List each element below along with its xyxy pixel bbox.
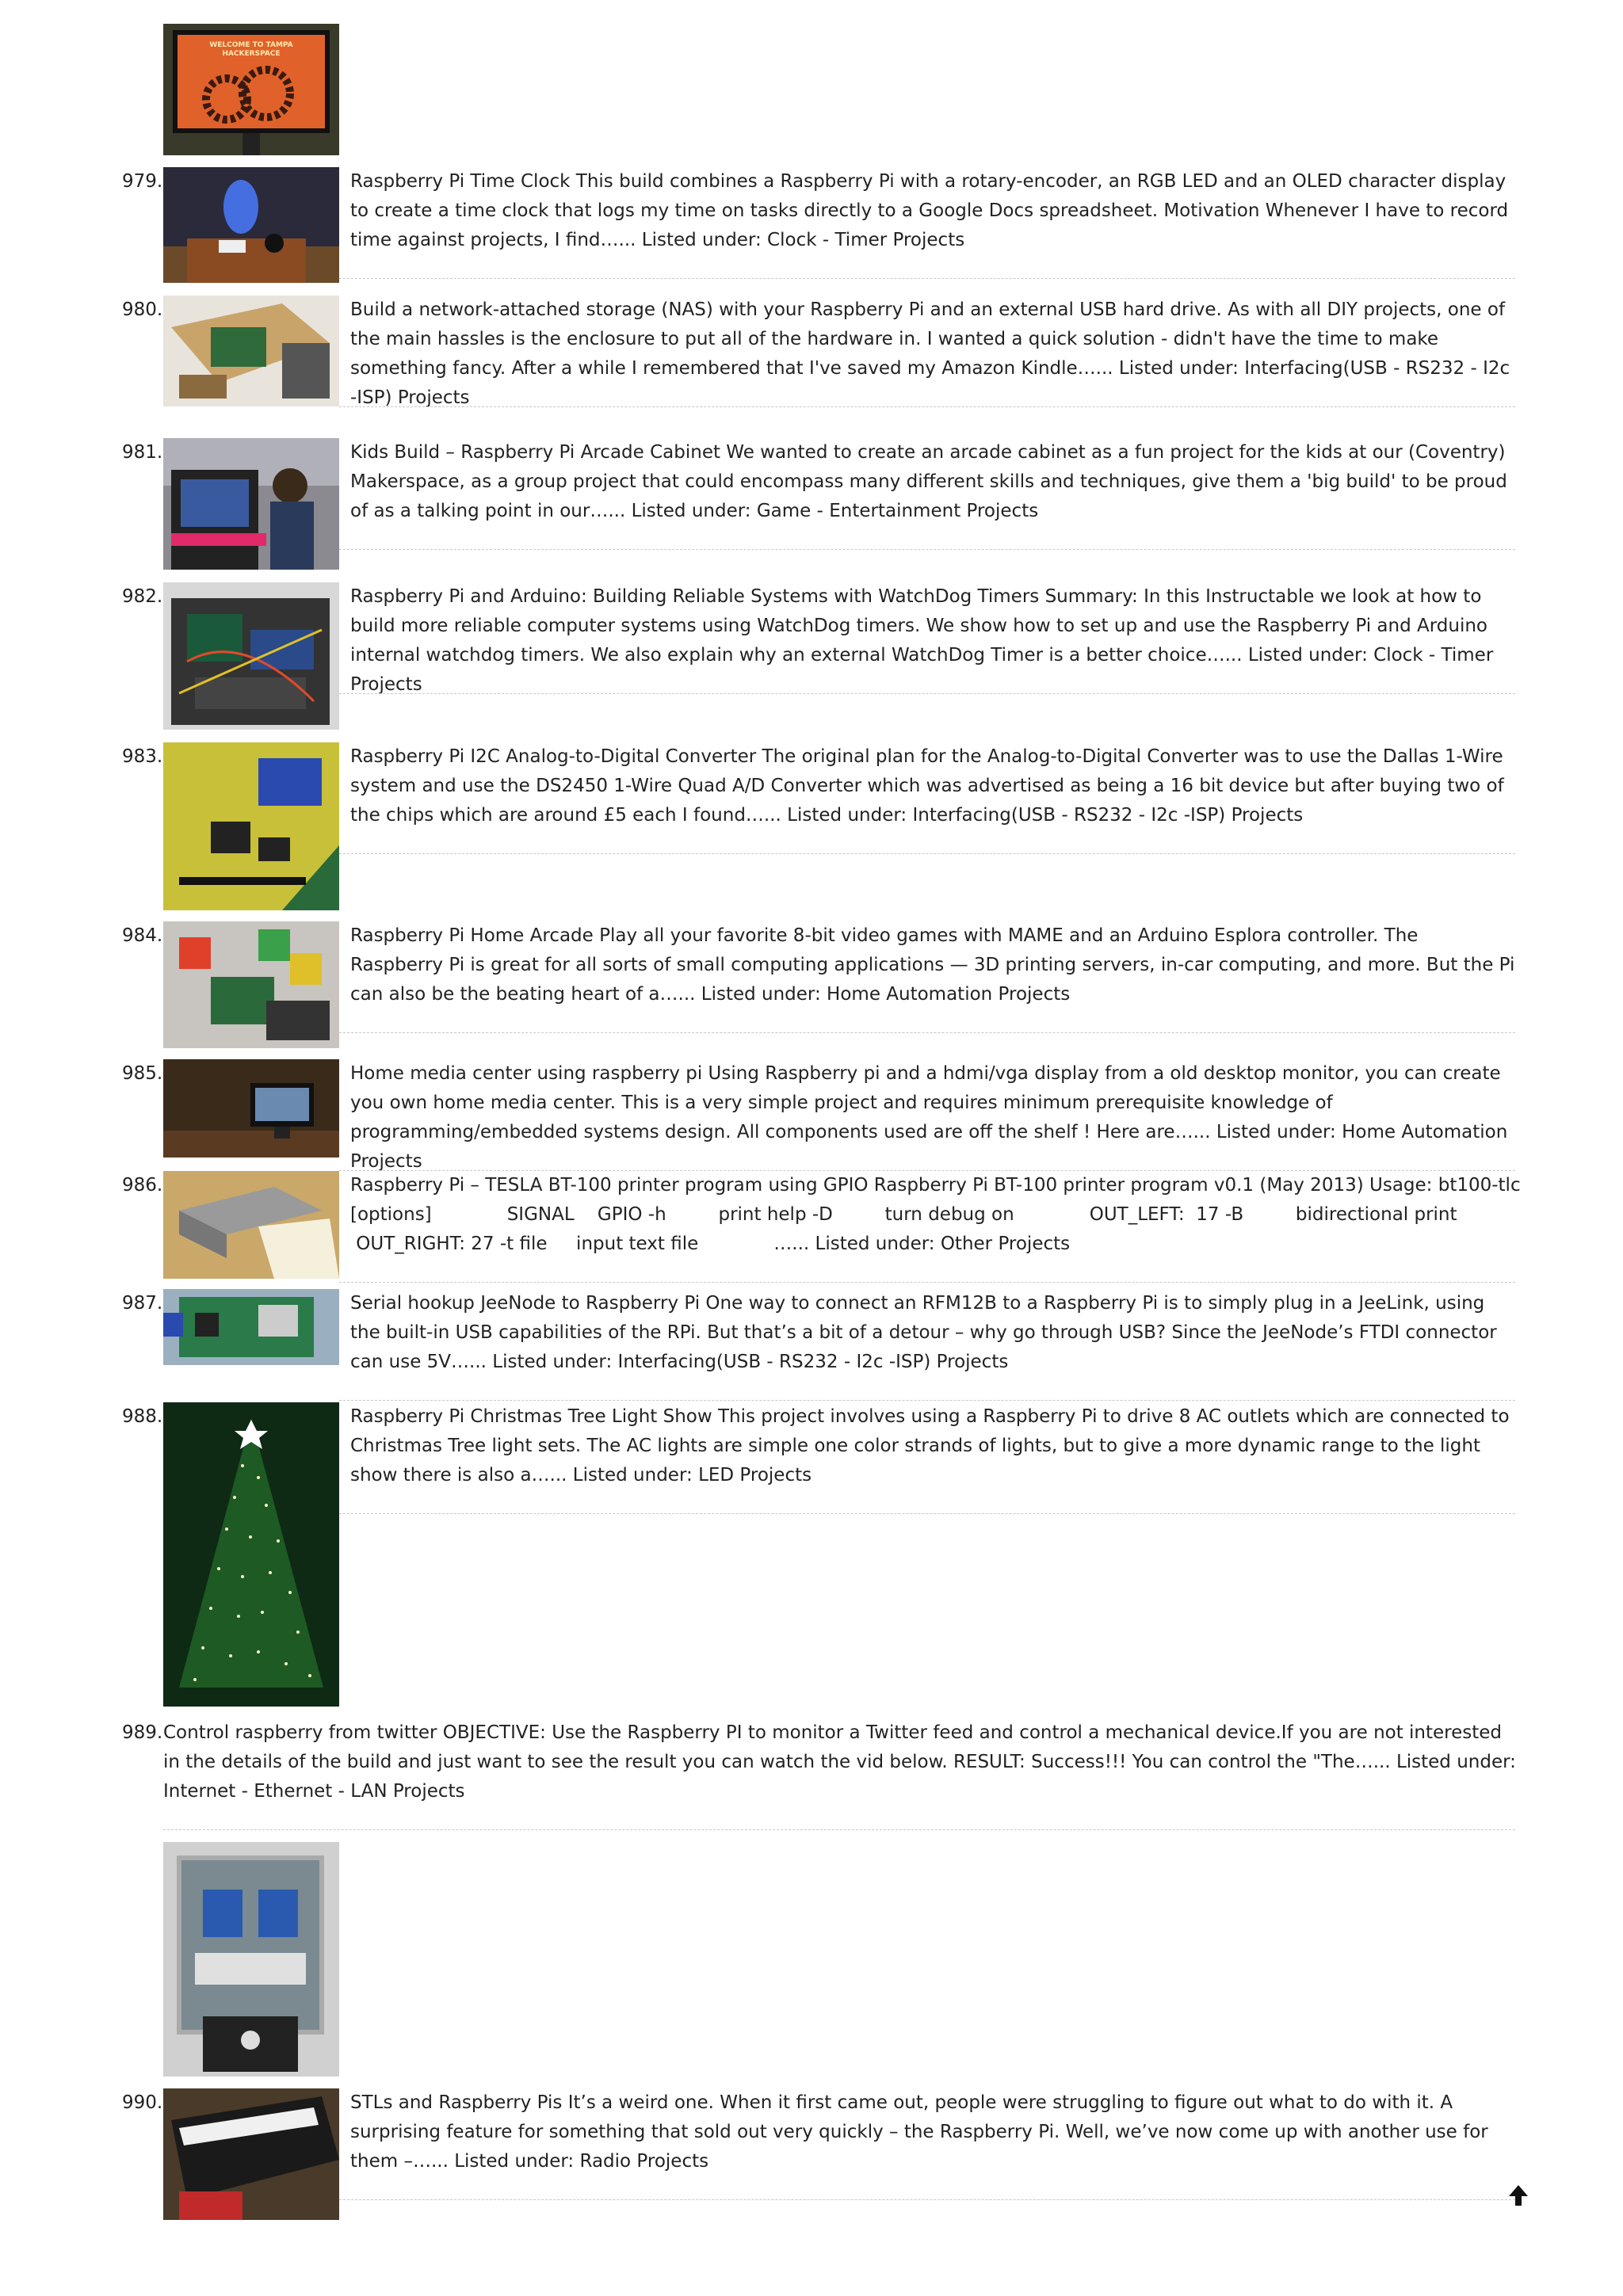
separator	[339, 1032, 1515, 1033]
item-number: 979.	[122, 171, 163, 192]
arcade-cabinet-image	[163, 438, 339, 570]
item-description: Serial hookup JeeNode to Raspberry Pi One way to connect an RFM12B to a Raspberry Pi is to simply plug in a JeeLink, using the built-in USB capabilities of the RPi. But that’s a bit of a detour – why go through USB? Since the JeeNode’s FTDI connector can use 5V…... Listed under: Interfacing(USB - RS232 - I2c -ISP) Projects	[350, 1293, 1497, 1372]
item-description: Raspberry Pi Home Arcade Play all your favorite 8-bit video games with MAME and an Arduino Esplora controller. The Raspberry Pi is great for all sorts of small computing applications — 3D printing servers, in-car computing, and more. But the Pi can also be the beating heart of a…... Listed under: Home Automation Projects	[350, 925, 1515, 1005]
separator	[163, 1829, 1515, 1830]
separator	[339, 853, 1515, 854]
thumbnail-adc[interactable]	[163, 742, 339, 910]
thumbnail-media-center[interactable]	[163, 1059, 339, 1158]
item-description: Build a network-attached storage (NAS) with your Raspberry Pi and an external USB hard drive. As with all DIY projects, one of the main hassles is the enclosure to put all of the hardware in. I wanted a quick solution - didn't have the time to make something fancy. After a while I remembered that I've saved my Amazon Kindle…... Listed under: Interfacing(USB - RS232 - I2c -ISP) Projects	[350, 299, 1510, 408]
separator	[339, 278, 1515, 279]
thumbnail-time-clock[interactable]	[163, 167, 339, 283]
item-description: Home media center using raspberry pi Using Raspberry pi and a hdmi/vga display from a old desktop monitor, you can create you own home media center. This is a very simple project and requires minimum prerequisite knowledge of programming/embedded systems design. All components used are off the shelf ! Here are…... Listed under: Home Automation Projects	[350, 1063, 1508, 1172]
thumbnail-twitter-device[interactable]	[163, 1842, 339, 2077]
item-number: 980.	[122, 299, 163, 320]
item-number: 982.	[122, 586, 163, 607]
thumbnail-watchdog[interactable]	[163, 582, 339, 730]
item-description	[350, 1171, 1521, 1259]
item-description: STLs and Raspberry Pis It’s a weird one. When it first came out, people were struggling to figure out what to do with it. A surprising feature for something that sold out very quickly – the Raspberry Pi. Well, we’ve now come up with another use for them –…... Listed under: Radio Projects	[350, 2092, 1488, 2172]
thumbnail-jeenode[interactable]	[163, 1289, 339, 1365]
nas-image	[163, 296, 339, 406]
item-number: 986.	[122, 1175, 163, 1196]
item-description-line: Raspberry Pi – TESLA BT-100 printer program using GPIO Raspberry Pi BT-100 printer program v0.1 (May 2013) Usage: bt100-tlc	[350, 1175, 1521, 1196]
thumbnail-printer[interactable]	[163, 1171, 339, 1279]
thumbnail-hackerspace-sign[interactable]	[163, 24, 339, 155]
separator	[339, 693, 1515, 694]
separator	[339, 2199, 1515, 2200]
separator	[339, 549, 1515, 550]
thumbnail-nas[interactable]	[163, 296, 339, 406]
item-description: Raspberry Pi Time Clock This build combines a Raspberry Pi with a rotary-encoder, an RGB LED and an OLED character display to create a time clock that logs my time on tasks directly to a Google Docs spreadsheet. Motivation Whenever I have to record time against projects, I find…... Listed under: Clock - Timer Projects	[350, 171, 1509, 250]
sign-text: WELCOME TO TAMPA HACKERSPACE	[209, 41, 293, 58]
home-arcade-image	[163, 921, 339, 1048]
item-number: 987.	[122, 1293, 163, 1314]
scroll-to-top-button[interactable]	[1507, 2183, 1529, 2207]
watchdog-image	[163, 582, 339, 730]
item-number: 981.	[122, 442, 163, 463]
item-number: 983.	[122, 746, 163, 767]
media-center-image	[163, 1059, 339, 1158]
item-description-line: OUT_RIGHT: 27 -t file input text file …... Listed under: Other Projects	[350, 1234, 1071, 1254]
christmas-tree-image	[163, 1402, 339, 1707]
item-description: Control raspberry from twitter OBJECTIVE: Use the Raspberry PI to monitor a Twitter feed and control a mechanical device.If you are not interested in the details of the build and just want to see the result you can watch the vid below. RESULT: Success!!! You can control the "The…... Listed under: Internet - Ethernet - LAN Projects	[163, 1722, 1516, 1802]
item-description: Raspberry Pi I2C Analog-to-Digital Converter The original plan for the Analog-to-Digital Converter was to use the Dallas 1-Wire system and use the DS2450 1-Wire Quad A/D Converter which was advertised as being a 16 bit device but after buying two of the chips which are around £5 each I found…... Listed under: Interfacing(USB - RS232 - I2c -ISP) Projects	[350, 746, 1504, 826]
item-description-line: [options] SIGNAL GPIO -h print help -D turn debug on OUT_LEFT: 17 -B bidirectional print	[350, 1204, 1457, 1225]
twitter-device-image	[163, 1842, 339, 2077]
separator	[339, 1400, 1515, 1401]
item-number: 985.	[122, 1063, 163, 1084]
item-number: 990.	[122, 2092, 163, 2113]
item-description: Raspberry Pi Christmas Tree Light Show This project involves using a Raspberry Pi to drive 8 AC outlets which are connected to Christmas Tree light sets. The AC lights are simple one color strands of lights, but to give a more dynamic range to the light show there is also a…... Listed under: LED Projects	[350, 1406, 1510, 1486]
item-number: 989.	[122, 1722, 163, 1743]
separator	[339, 1282, 1515, 1283]
item-description: Kids Build – Raspberry Pi Arcade Cabinet We wanted to create an arcade cabinet as a fun project for the kids at our (Coventry) Makerspace, as a group project that could encompass many different skills and techniques, give them a 'big build' to be proud of as a talking point in our…... Listed under: Game - Entertainment Projects	[350, 442, 1507, 521]
jeenode-image	[163, 1289, 339, 1365]
thumbnail-christmas-tree[interactable]	[163, 1402, 339, 1707]
printer-image	[163, 1171, 339, 1279]
time-clock-image	[163, 167, 339, 283]
item-description: Raspberry Pi and Arduino: Building Reliable Systems with WatchDog Timers Summary: In this Instructable we look at how to build more reliable computer systems using WatchDog timers. We show how to set up and use the Raspberry Pi and Arduino internal watchdog timers. We also explain why an external WatchDog Timer is a better choice…... Listed under: Clock - Timer Projects	[350, 586, 1494, 695]
item-number: 988.	[122, 1406, 163, 1427]
thumbnail-arcade-cabinet[interactable]	[163, 438, 339, 570]
separator	[339, 1513, 1515, 1514]
arrow-up-icon	[1507, 2183, 1529, 2207]
thumbnail-home-arcade[interactable]	[163, 921, 339, 1048]
item-number: 984.	[122, 925, 163, 946]
separator	[339, 406, 1515, 407]
adc-image	[163, 742, 339, 910]
stls-image	[163, 2088, 339, 2220]
thumbnail-stls[interactable]	[163, 2088, 339, 2220]
